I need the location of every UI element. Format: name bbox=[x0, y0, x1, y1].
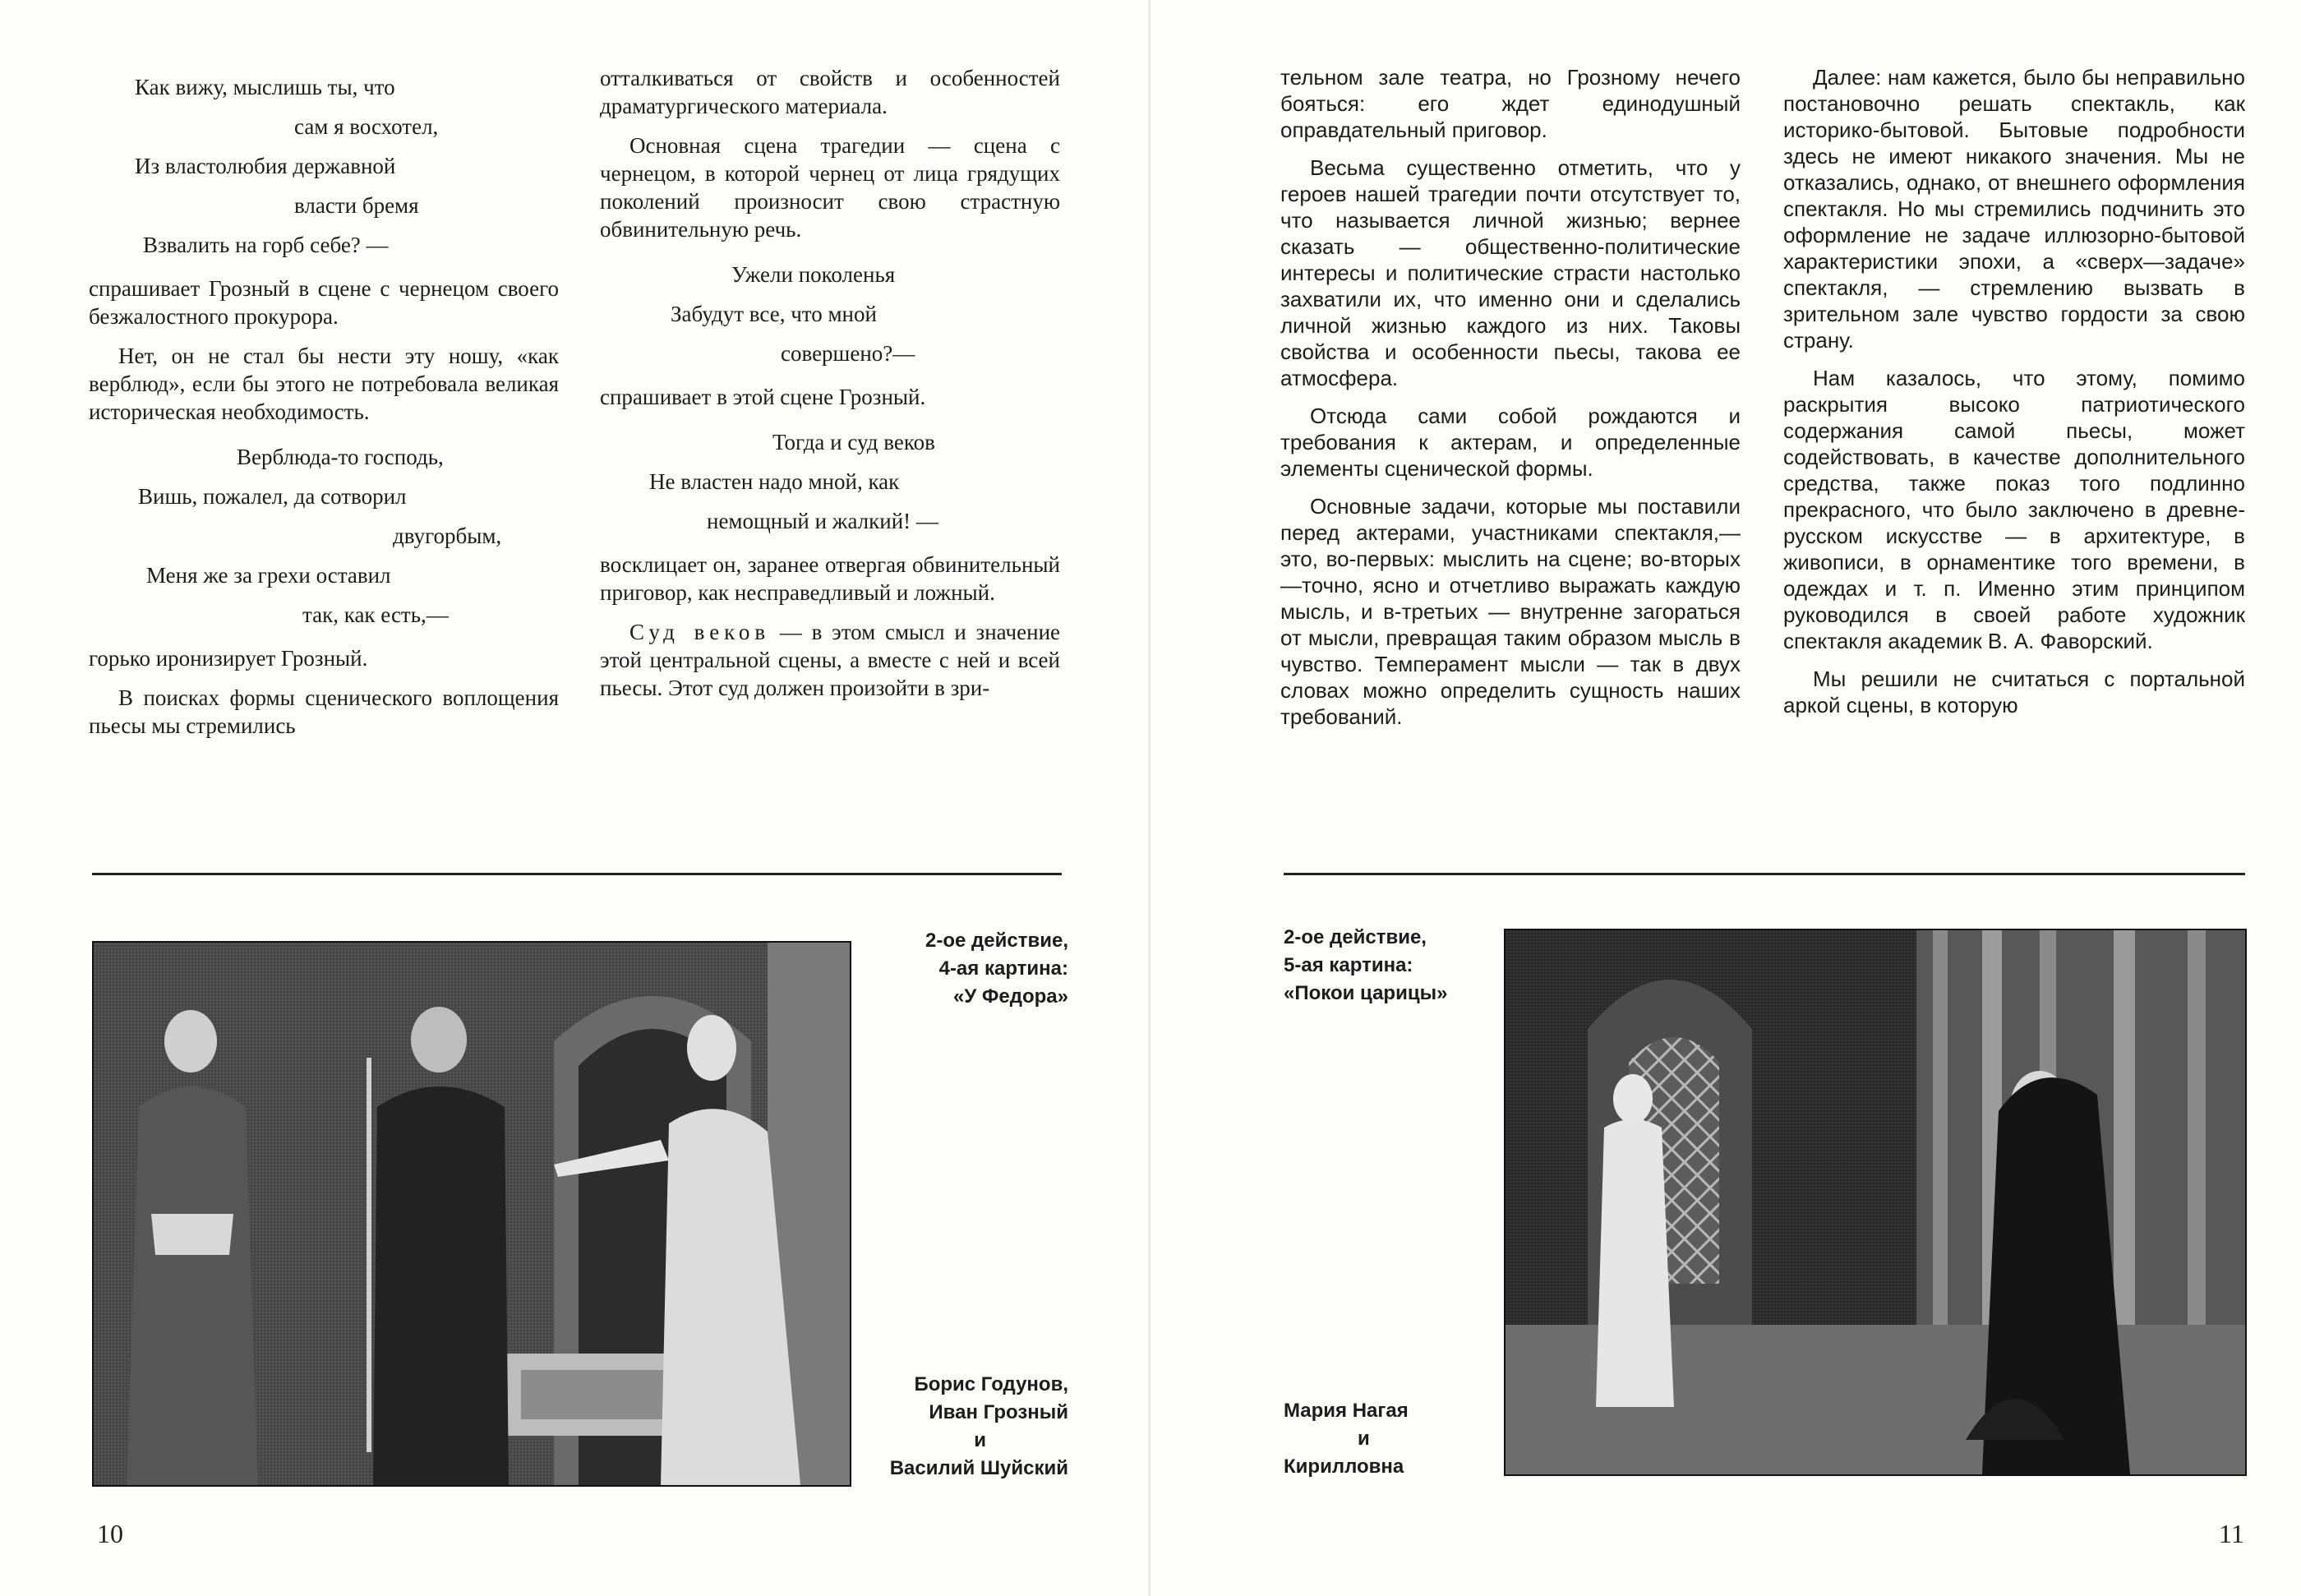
caption-line: Борис Годунов, bbox=[914, 1373, 1068, 1395]
verse-line: Тогда и суд веков bbox=[772, 430, 935, 454]
paragraph: Далее: нам кажется, было бы неправильно постановочно решать спектакль, как историко-бытовой. Бытовые подробности здесь не имеют никакого значения. Мы не отказались, однако, от внешнего оформления спектакля. Но мы стремились подчинить это оформление не задаче иллюзорно-бытовой характеристики эпохи, а «сверх—задаче» спектакля, — стремлению вызвать в зрительном зале чувство гордости за свою страну. bbox=[1783, 65, 2245, 353]
verse-line: Взвалить на горб себе? — bbox=[143, 233, 389, 257]
paragraph: отталкиваться от свойств и особенностей драматургического материала. bbox=[600, 66, 1060, 118]
paragraph: Нет, он не стал бы нести эту ношу, «как верблюд», если бы этого не потребовала великая историческая необходимость. bbox=[89, 344, 559, 424]
photo-caption-names-left bbox=[855, 1371, 1068, 1483]
verse-line: Ужели поколенья bbox=[731, 262, 896, 287]
left-page bbox=[0, 0, 1150, 1596]
verse-line: совершено?— bbox=[781, 341, 915, 366]
paragraph: Мы решили не считаться с портальной аркой сцены, в которую bbox=[1783, 667, 2245, 717]
verse-line: немощный и жалкий! — bbox=[707, 509, 938, 533]
paragraph: Весьма существенно отметить, что у героев нашей трагедии почти отсутствует то, что называется личной жизнью; вернее сказать — общественно-политические интересы и политические страсти настолько захватили их, что именно они и сделались личной жизнью каждого из них. Таковы свойства и особенности пьесы, такова ее атмосфера. bbox=[1280, 155, 1741, 390]
verse-line: так, как есть,— bbox=[302, 602, 449, 627]
paragraph-rest: — в этом смысл и значение этой центральной сцены, а вместе с ней и всей пьесы. Этот суд должен произойти в зри- bbox=[600, 620, 1060, 700]
paragraph: спрашивает Грозный в сцене с чернецом своего безжалостного прокурора. bbox=[89, 276, 559, 329]
spaced-emphasis: Суд веков bbox=[629, 620, 771, 644]
caption-line: Иван Грозный bbox=[929, 1401, 1068, 1423]
stage-photo-illustration bbox=[1506, 930, 2245, 1474]
paragraph: восклицает он, заранее отвергая обвинительный приговор, как несправедливый и ложный. bbox=[600, 552, 1060, 605]
caption-line: 5-ая картина: bbox=[1284, 954, 1413, 976]
caption-line: 2-ое действие, bbox=[1284, 926, 1427, 948]
paragraph bbox=[600, 618, 1060, 702]
caption-line: и bbox=[974, 1429, 986, 1451]
divider-rule bbox=[1284, 873, 2245, 875]
paragraph: В поисках формы сценического воплощения пьесы мы стремились bbox=[89, 685, 559, 738]
stage-photo-left bbox=[92, 941, 851, 1487]
left-column-2 bbox=[600, 64, 1060, 713]
page-number-right: 11 bbox=[2219, 1519, 2244, 1548]
verse-line: Как вижу, мыслишь ты, что bbox=[135, 75, 395, 99]
verse-line: Не властен надо мной, как bbox=[649, 469, 900, 494]
verse-line: двугорбым, bbox=[393, 524, 502, 548]
paragraph: спрашивает в этой сцене Грозный. bbox=[600, 385, 926, 409]
verse-block bbox=[89, 67, 559, 265]
verse-line: Из властолюбия державной bbox=[135, 154, 396, 178]
photo-caption-title-right bbox=[1284, 924, 1497, 1008]
caption-line: Василий Шуйский bbox=[889, 1457, 1068, 1479]
verse-block bbox=[89, 437, 559, 634]
paragraph: Нам казалось, что этому, помимо раскрытия высоко патриотического содержания самой пьесы, может содействовать, в качестве дополнительного средства, также показ того подлинно прекрасного, что было заключено в древне-русском искусстве — в архитектуре, в живописи, в орнаментике того времени, в одеждах и т. п. Именно этим принципом руководился в своей работе художник спектакля академик В. А. Фаворский. bbox=[1783, 366, 2245, 653]
caption-line: 2-ое действие, bbox=[925, 929, 1068, 952]
caption-line: «У Федора» bbox=[952, 985, 1068, 1008]
caption-line: Кирилловна bbox=[1284, 1455, 1404, 1478]
verse-line: Забудут все, что мной bbox=[671, 302, 877, 326]
verse-block bbox=[600, 422, 1060, 541]
paragraph: горько иронизирует Грозный. bbox=[89, 646, 368, 671]
divider-rule bbox=[92, 873, 1062, 875]
caption-line: и bbox=[1358, 1428, 1370, 1450]
paragraph: Отсюда сами собой рождаются и требования к актерам, и определенные элементы сценической формы. bbox=[1280, 404, 1741, 481]
paragraph: Основная сцена трагедии — сцена с чернецом, в которой чернец от лица грядущих поколений произносит свою страстную обвинительную речь. bbox=[600, 133, 1060, 242]
left-column-1 bbox=[89, 64, 559, 751]
right-column-1 bbox=[1280, 64, 1741, 741]
verse-block bbox=[600, 255, 1060, 373]
page-number-left: 10 bbox=[97, 1519, 123, 1548]
verse-line: сам я восхотел, bbox=[294, 114, 439, 139]
paragraph: Основные задачи, которые мы поставили перед актерами, участниками спектакля,—это, во-первых: мыслить на сцене; во-вторых—точно, ясно и отчетливо выражать каждую мысль, и в-третьих — внутренне загораться от мысли, превращая таким образом мысль в чувство. Темперамент мысли — так в двух словах можно определить сущность наших требований. bbox=[1280, 494, 1741, 729]
caption-line: «Покои царицы» bbox=[1284, 982, 1448, 1004]
verse-line: Меня же за грехи оставил bbox=[146, 563, 391, 588]
stage-photo-illustration bbox=[94, 943, 850, 1485]
photo-caption-title-left bbox=[855, 927, 1068, 1011]
caption-line: Мария Нагая bbox=[1284, 1400, 1409, 1422]
stage-photo-right bbox=[1504, 929, 2247, 1476]
paragraph: тельном зале театра, но Грозному нечего бояться: его ждет единодушный оправдательный приговор. bbox=[1280, 65, 1741, 142]
photo-caption-names-right bbox=[1284, 1397, 1497, 1481]
verse-line: Верблюда-то господь, bbox=[237, 445, 444, 469]
verse-line: власти бремя bbox=[294, 193, 419, 218]
caption-line: 4-ая картина: bbox=[938, 957, 1068, 980]
right-page bbox=[1150, 0, 2301, 1596]
right-column-2 bbox=[1783, 64, 2245, 730]
verse-line: Вишь, пожалел, да сотворил bbox=[138, 484, 407, 509]
